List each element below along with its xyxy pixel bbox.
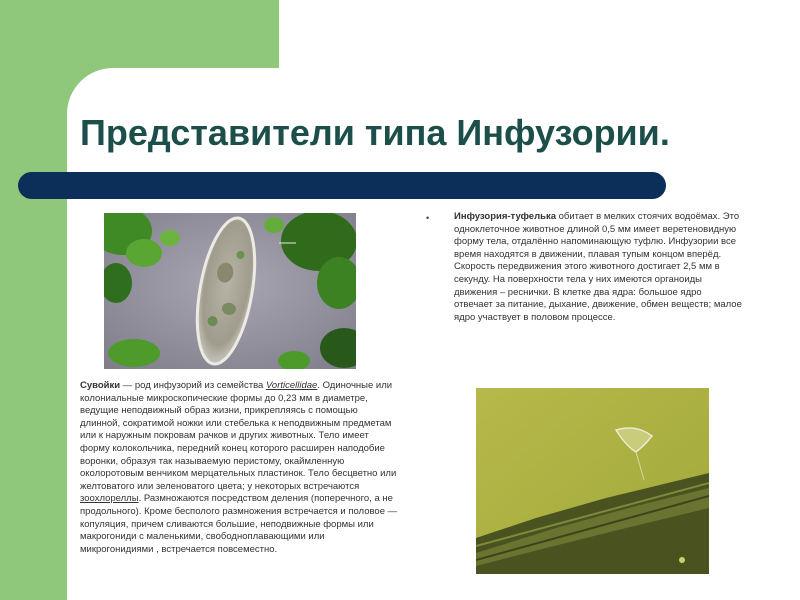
vorticella-name: Сувойки: [80, 380, 121, 391]
slide-title: Представители типа Инфузории.: [80, 112, 670, 153]
title-underline-bar: [18, 172, 666, 199]
paramecium-photo: [104, 213, 356, 369]
bullet-marker: •: [426, 213, 430, 223]
vorticella-text-1: — род инфузорий из семейства: [120, 380, 266, 391]
vorticellidae-link[interactable]: Vorticellidae: [265, 380, 318, 391]
paramecium-description: [454, 211, 742, 324]
vorticella-text-3: . Размножаются посредством деления (поперечного, а не продольного). Кроме бесполого размножения встречается и половое — копуляция, причем сливаются большие, неподвижные формы или макрогониди с маленькими, свободноплавающими или микрогонидиями , встречается повсеместно.: [80, 493, 398, 555]
paramecium-name: Инфузория-туфелька: [454, 211, 556, 222]
paramecium-text: обитает в мелких стоячих водоёмах. Это одноклеточное животное длиной 0,5 мм имеет веретеновидную форму тела, отдалённо напоминающую туфлю. Инфузории все время находятся в движении, плавая тупым концом вперёд. Скорость передвижения этого животного достигает 2,5 мм в секунду. На поверхности тела у них имеются органоиды движения – реснички. В клетке два ядра: большое ядро отвечает за питание, дыхание, движение, обмен веществ; малое ядро участвует в половом процессе.: [454, 211, 742, 323]
zoochlorella-link[interactable]: зоохлореллы: [80, 493, 139, 505]
vorticella-description: [80, 380, 398, 556]
vorticella-photo: [476, 388, 709, 574]
vorticella-text-2: . Одиночные или колониальные микроскопические формы до 0,23 мм в диаметре, ведущие неподвижный образ жизни, прикрепляясь с помощью длинной, сократимой ножки или стебелька к неподвижным предметам или к наружным покровам рачков и других животных. Тело имеет форму колокольчика, передний конец которого расширен наподобие воронки, образуя так называемую перистому, окаймленную околоротовым венчиком мерцательных пластинок. Тело бесцветно или желтоватого или зеленоватого цвета; у некоторых встречаются: [80, 380, 397, 492]
